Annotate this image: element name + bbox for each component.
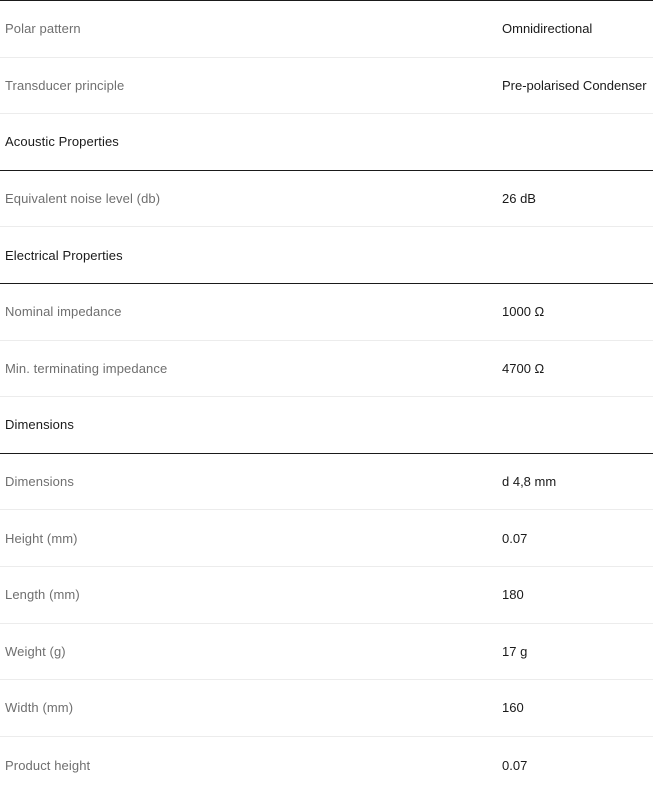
spec-row-polar-pattern <box>0 1 653 58</box>
spec-value: 0.07 <box>502 757 528 773</box>
spec-label: Equivalent noise level (db) <box>5 191 161 207</box>
spec-value: 4700 Ω <box>502 360 545 376</box>
spec-value: Omnidirectional <box>502 21 593 37</box>
spec-row-transducer-principle <box>0 58 653 115</box>
spec-label: Length (mm) <box>5 587 80 603</box>
spec-row-width <box>0 680 653 737</box>
spec-label: Product height <box>5 757 91 773</box>
spec-label: Height (mm) <box>5 530 78 546</box>
spec-label: Polar pattern <box>5 21 81 37</box>
spec-label: Min. terminating impedance <box>5 360 168 376</box>
spec-row-min-terminating-impedance <box>0 341 653 398</box>
spec-label: Weight (g) <box>5 643 66 659</box>
spec-value: d 4,8 mm <box>502 474 557 490</box>
section-header-dimensions <box>0 397 653 454</box>
spec-value: 17 g <box>502 643 528 659</box>
section-title: Dimensions <box>5 417 74 433</box>
spec-value: 26 dB <box>502 191 536 207</box>
section-title: Electrical Properties <box>5 247 123 263</box>
spec-value: 0.07 <box>502 530 528 546</box>
spec-value: 1000 Ω <box>502 304 545 320</box>
section-header-acoustic-properties <box>0 114 653 171</box>
spec-value: 160 <box>502 700 524 716</box>
spec-row-length <box>0 567 653 624</box>
spec-label: Transducer principle <box>5 77 125 93</box>
spec-label: Width (mm) <box>5 700 74 716</box>
spec-row-nominal-impedance <box>0 284 653 341</box>
section-title: Acoustic Properties <box>5 134 119 150</box>
spec-row-weight <box>0 624 653 681</box>
spec-row-product-height <box>0 737 653 793</box>
spec-row-height <box>0 510 653 567</box>
spec-label: Nominal impedance <box>5 304 122 320</box>
spec-value: Pre-polarised Condenser <box>502 77 647 93</box>
spec-row-dimensions <box>0 454 653 511</box>
spec-row-equivalent-noise-level <box>0 171 653 228</box>
spec-label: Dimensions <box>5 474 74 490</box>
section-header-electrical-properties <box>0 227 653 284</box>
spec-value: 180 <box>502 587 524 603</box>
